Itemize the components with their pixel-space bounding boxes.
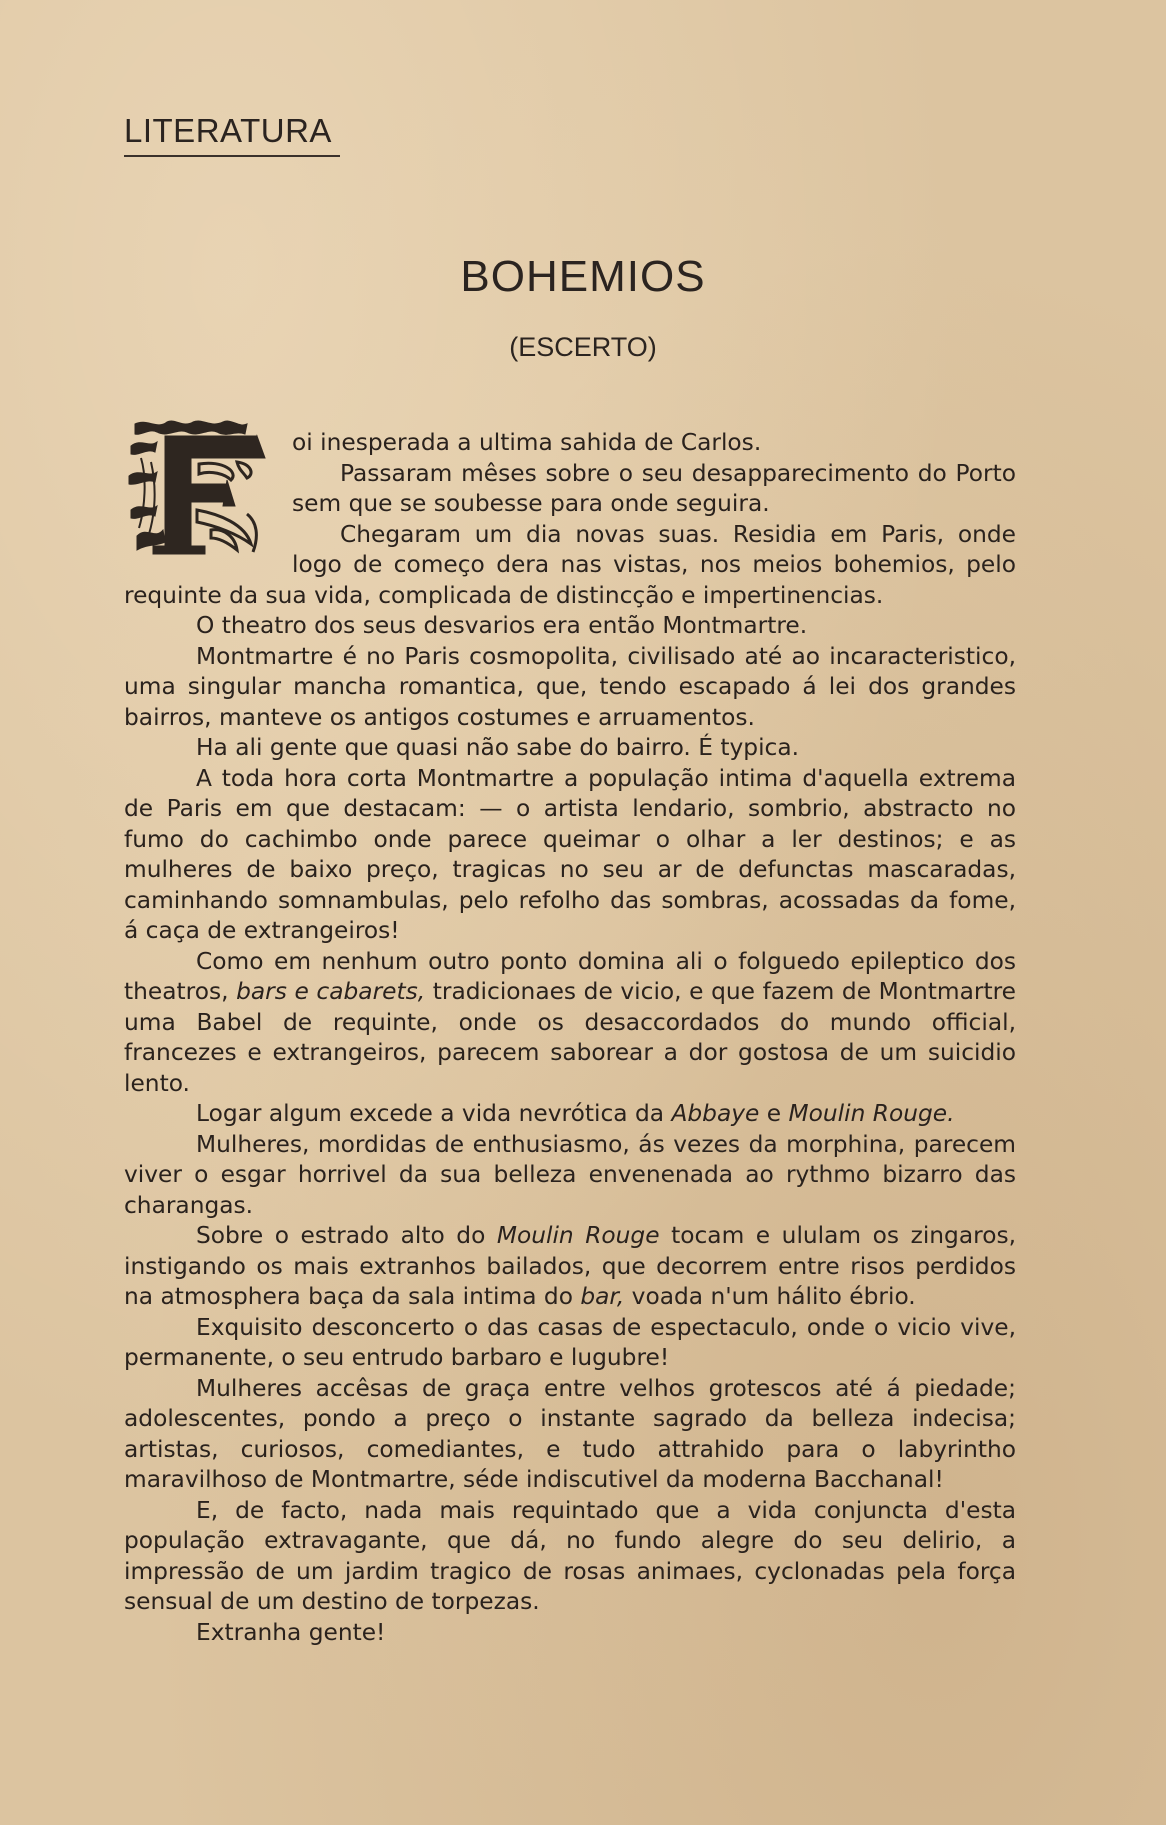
paragraph: Montmartre é no Paris cosmopolita, civilisado até ao incaracteristico, uma singular mancha romantica, que, tendo escapado á lei dos grandes bairros, manteve os antigos costumes e arruamentos. [124, 642, 1016, 731]
article-body [124, 428, 1016, 1648]
paragraph: Sobre o estrado alto do Moulin Rouge tocam e ululam os zingaros, instigando os mais extranhos bailados, que decorrem entre risos perdidos na atmosphera baça da sala intima do bar, voada n'um hálito ébrio. [124, 1222, 1016, 1310]
paragraph: Mulheres accêsas de graça entre velhos grotescos até á piedade; adolescentes, pondo a preço o instante sagrado da belleza indecisa; artistas, curiosos, comediantes, e tudo attrahido para o labyrintho maravilhoso de Montmartre, séde indiscutivel da moderna Bacchanal! [124, 1374, 1016, 1493]
paragraph: Ha ali gente que quasi não sabe do bairro. É typica. [196, 734, 800, 761]
paragraph: Exquisito desconcerto o das casas de espectaculo, onde o vicio vive, permanente, o seu entrudo barbaro e lugubre! [124, 1313, 1016, 1371]
article-title: BOHEMIOS [460, 252, 706, 301]
paragraph: Chegaram um dia novas suas. Residia em Paris, onde logo de começo dera nas vistas, nos meios bohemios, pelo requinte da sua vida, complicada de distincção e impertinencias. [124, 520, 1016, 609]
paragraph: A toda hora corta Montmartre a população intima d'aquella extrema de Paris em que destacam: — o artista lendario, sombrio, abstracto no fumo do cachimbo onde parece queimar o olhar a ler destinos; e as mulheres de baixo preço, tragicas no seu ar de defunctas mascaradas, caminhando somnambulas, pelo refolho das sombras, acossadas da fome, á caça de extrangeiros! [124, 764, 1016, 944]
section-underline [124, 155, 340, 157]
article-subtitle: (ESCERTO) [509, 332, 657, 362]
paragraph: Passaram mêses sobre o seu desapparecimento do Porto sem que se soubesse para onde seguira. [292, 459, 1016, 517]
dropcap-space [124, 428, 292, 552]
paragraph: E, de facto, nada mais requintado que a vida conjuncta d'esta população extravagante, que dá, no fundo alegre do seu delirio, a impressão de um jardim tragico de rosas animaes, cyclonadas pela força sensual de um destino de torpezas. [124, 1496, 1016, 1615]
paragraph: O theatro dos seus desvarios era então Montmartre. [196, 612, 808, 639]
paragraph: Mulheres, mordidas de enthusiasmo, ás vezes da morphina, parecem viver o esgar horrivel da sua belleza envenenada ao rythmo bizarro das charangas. [124, 1130, 1016, 1219]
section-label: LITERATURA [124, 112, 332, 149]
paragraph: Extranha gente! [196, 1618, 386, 1646]
paragraph: oi inesperada a ultima sahida de Carlos. [292, 429, 762, 456]
paragraph: Como em nenhum outro ponto domina ali o folguedo epileptico dos theatros, bars e cabarets, tradicionaes de vicio, e que fazem de Montmartre uma Babel de requinte, onde os desaccordados do mundo official, francezes e extrangeiros, parecem saborear a dor gostosa de um suicidio lento. [124, 947, 1016, 1097]
paragraph: Logar algum excede a vida nevrótica da Abbaye e Moulin Rouge. [196, 1100, 955, 1127]
